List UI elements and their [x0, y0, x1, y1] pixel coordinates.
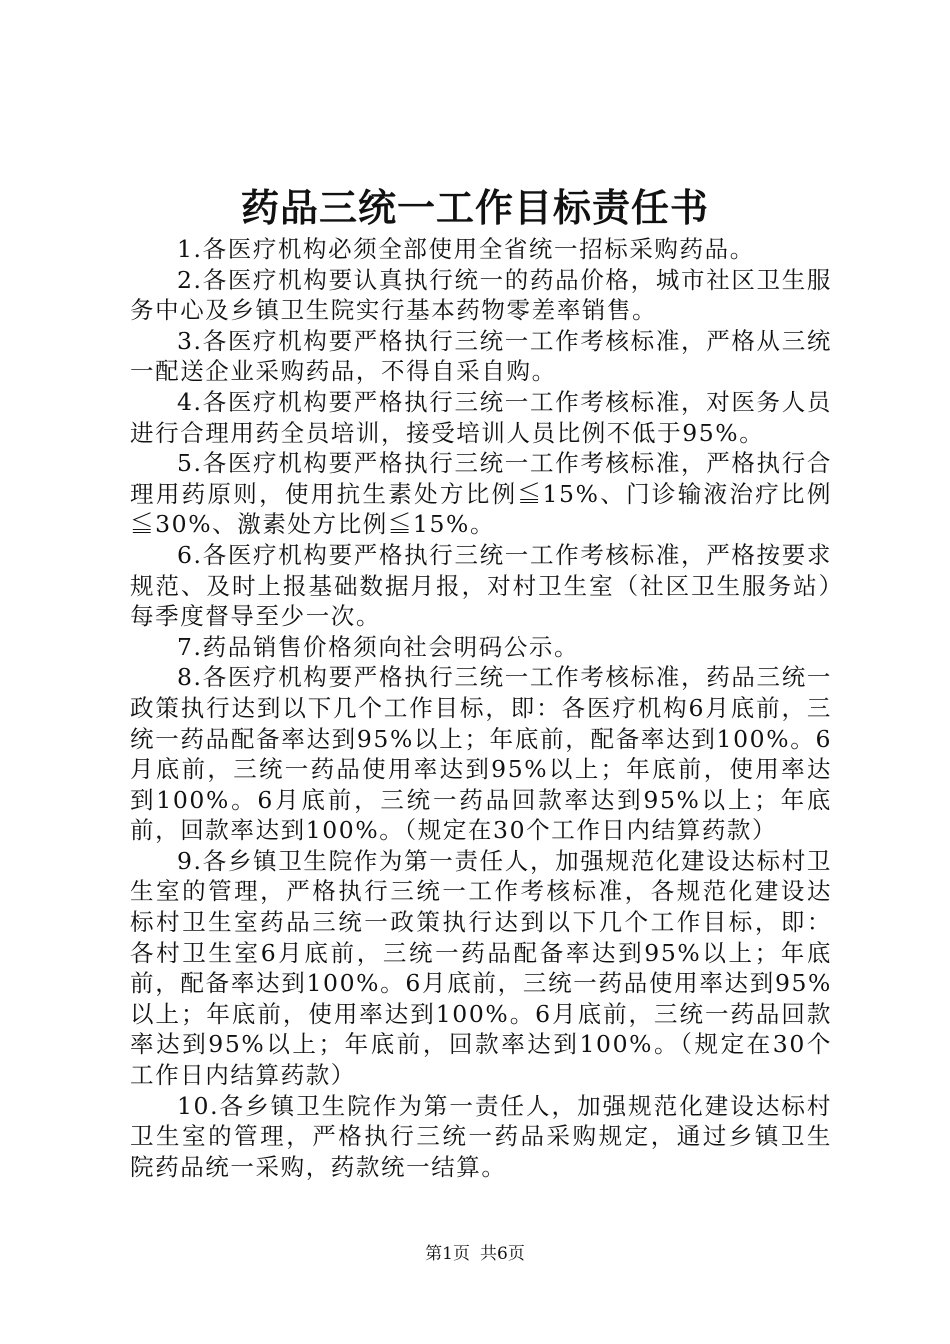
- paragraph-1: 1.各医疗机构必须全部使用全省统一招标采购药品。: [177, 235, 755, 263]
- paragraph-8: 8.各医疗机构要严格执行三统一工作考核标准，药品三统一政策执行达到以下几个工作目标，即：各医疗机构6月底前，三统一药品配备率达到95%以上；年底前，配备率达到100%。6月底前，三统一药品使用率达到95%以上；年底前，使用率达到100%。6月底前，三统一药品回款率达到95%以上；年底前，回款率达到100%。（规定在30个工作日内结算药款）: [130, 663, 832, 845]
- paragraph-5: 5.各医疗机构要严格执行三统一工作考核标准，严格执行合理用药原则，使用抗生素处方比例≦15%、门诊输液治疗比例≦30%、激素处方比例≦15%。: [130, 449, 832, 539]
- paragraph-7: 7.药品销售价格须向社会明码公示。: [177, 632, 580, 661]
- document-body: [130, 234, 832, 1182]
- page-number: 第1页: [425, 1244, 470, 1264]
- paragraph-10: 10.各乡镇卫生院作为第一责任人，加强规范化建设达标村卫生室的管理，严格执行三统一药品采购规定，通过乡镇卫生院药品统一采购，药款统一结算。: [130, 1091, 832, 1181]
- page-total: 共6页: [480, 1244, 525, 1264]
- document-title: 药品三统一工作目标责任书: [240, 185, 709, 230]
- paragraph-4: 4.各医疗机构要严格执行三统一工作考核标准，对医务人员进行合理用药全员培训，接受培训人员比例不低于95%。: [130, 387, 832, 447]
- paragraph-2: 2.各医疗机构要认真执行统一的药品价格，城市社区卫生服务中心及乡镇卫生院实行基本药物零差率销售。: [130, 265, 832, 325]
- page-footer: [0, 1242, 950, 1266]
- paragraph-9: 9.各乡镇卫生院作为第一责任人，加强规范化建设达标村卫生室的管理，严格执行三统一工作考核标准，各规范化建设达标村卫生室药品三统一政策执行达到以下几个工作目标，即：各村卫生室6月底前，三统一药品配备率达到95%以上；年底前，配备率达到100%。6月底前，三统一药品使用率达到95%以上；年底前，使用率达到100%。6月底前，三统一药品回款率达到95%以上；年底前，回款率达到100%。（规定在30个工作日内结算药款）: [130, 846, 832, 1090]
- paragraph-3: 3.各医疗机构要严格执行三统一工作考核标准，严格从三统一配送企业采购药品，不得自采自购。: [130, 326, 832, 386]
- paragraph-6: 6.各医疗机构要严格执行三统一工作考核标准，严格按要求规范、及时上报基础数据月报，对村卫生室（社区卫生服务站）每季度督导至少一次。: [130, 540, 832, 631]
